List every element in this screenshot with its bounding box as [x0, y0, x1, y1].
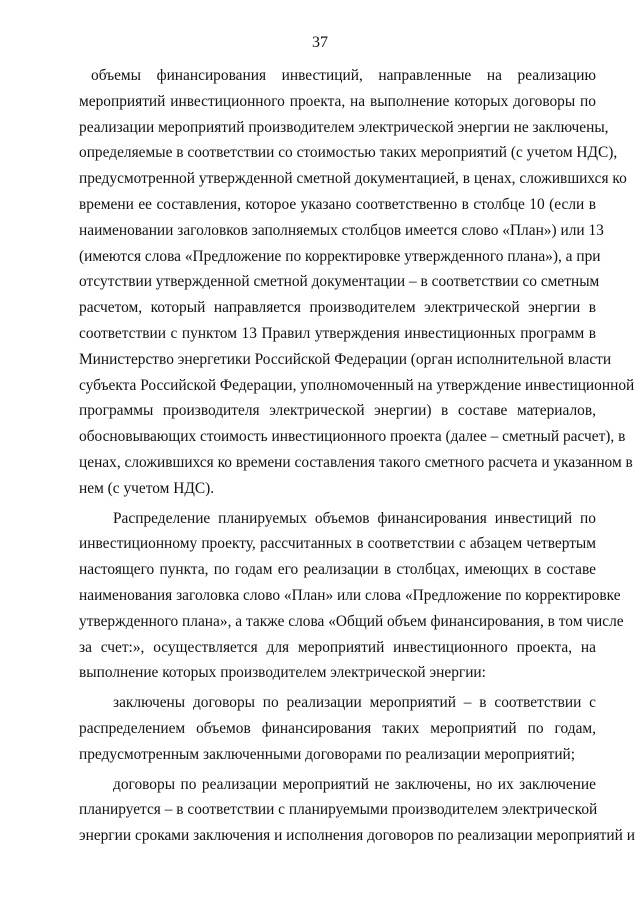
text-line: ценах, сложившихся ко времени составления такого сметного расчета и указанном в: [79, 453, 633, 471]
text-line: нем (с учетом НДС).: [79, 479, 215, 497]
text-line: объемы финансирования инвестиций, направленные на реализацию: [91, 67, 596, 84]
paragraph-1: [79, 63, 635, 502]
text-line: распределением объемов финансирования таких мероприятий по годам,: [79, 719, 596, 737]
text-line: мероприятий инвестиционного проекта, на выполнение которых договоры по: [79, 92, 596, 110]
text-line: утвержденного плана», а также слова «Общий объем финансирования, в том числе: [79, 612, 624, 630]
text-line: соответствии с пунктом 13 Правил утверждения инвестиционных программ в: [79, 324, 596, 342]
text-line: настоящего пункта, по годам его реализации в столбцах, имеющих в составе: [79, 561, 596, 579]
text-line: предусмотренной утвержденной сметной документацией, в ценах, сложившихся ко: [79, 170, 627, 188]
text-line: определяемые в соответствии со стоимостью таких мероприятий (с учетом НДС),: [79, 144, 618, 162]
text-line: планируется – в соответствии с планируемыми производителем электрической: [79, 801, 598, 819]
text-line: расчетом, который направляется производителем электрической энергии в: [79, 299, 596, 317]
paragraph-4: [79, 772, 635, 849]
text-line: реализации мероприятий производителем электрической энергии не заключены,: [79, 118, 609, 136]
text-line: предусмотренным заключенными договорами по реализации мероприятий;: [79, 745, 576, 763]
text-line: договоры по реализации мероприятий не заключены, но их заключение: [113, 775, 596, 793]
text-line: программы производителя электрической энергии) в составе материалов,: [79, 402, 596, 420]
text-line: инвестиционному проекту, рассчитанных в соответствии с абзацем четвертым: [79, 535, 596, 553]
page-number: 37: [312, 34, 328, 51]
text-line: субъекта Российской Федерации, уполномоченный на утверждение инвестиционной: [79, 376, 635, 394]
text-line: обосновывающих стоимость инвестиционного проекта (далее – сметный расчет), в: [79, 428, 626, 446]
text-line: заключены договоры по реализации мероприятий – в соответствии с: [113, 694, 596, 712]
text-line: выполнение которых производителем электрической энергии:: [79, 664, 486, 682]
paragraph-2: [79, 506, 624, 687]
text-line: Распределение планируемых объемов финансирования инвестиций по: [113, 509, 596, 527]
text-line: Министерство энергетики Российской Федерации (орган исполнительной власти: [79, 350, 612, 368]
paragraph-3: [79, 690, 596, 767]
text-line: наименования заголовка слово «План» или слова «Предложение по корректировке: [79, 586, 621, 604]
document-body: [79, 63, 635, 849]
text-line: времени ее составления, которое указано соответственно в столбце 10 (если в: [79, 195, 596, 213]
text-line: наименовании заголовков заполняемых столбцов имеется слово «План») или 13: [79, 221, 604, 239]
text-line: отсутствии утвержденной сметной документации – в соответствии со сметным: [79, 273, 600, 291]
text-line: энергии сроками заключения и исполнения договоров по реализации мероприятий и: [79, 827, 635, 845]
text-line: (имеются слова «Предложение по корректировке утвержденного плана»), а при: [79, 247, 601, 265]
text-line: за счет:», осуществляется для мероприятий инвестиционного проекта, на: [79, 638, 596, 656]
